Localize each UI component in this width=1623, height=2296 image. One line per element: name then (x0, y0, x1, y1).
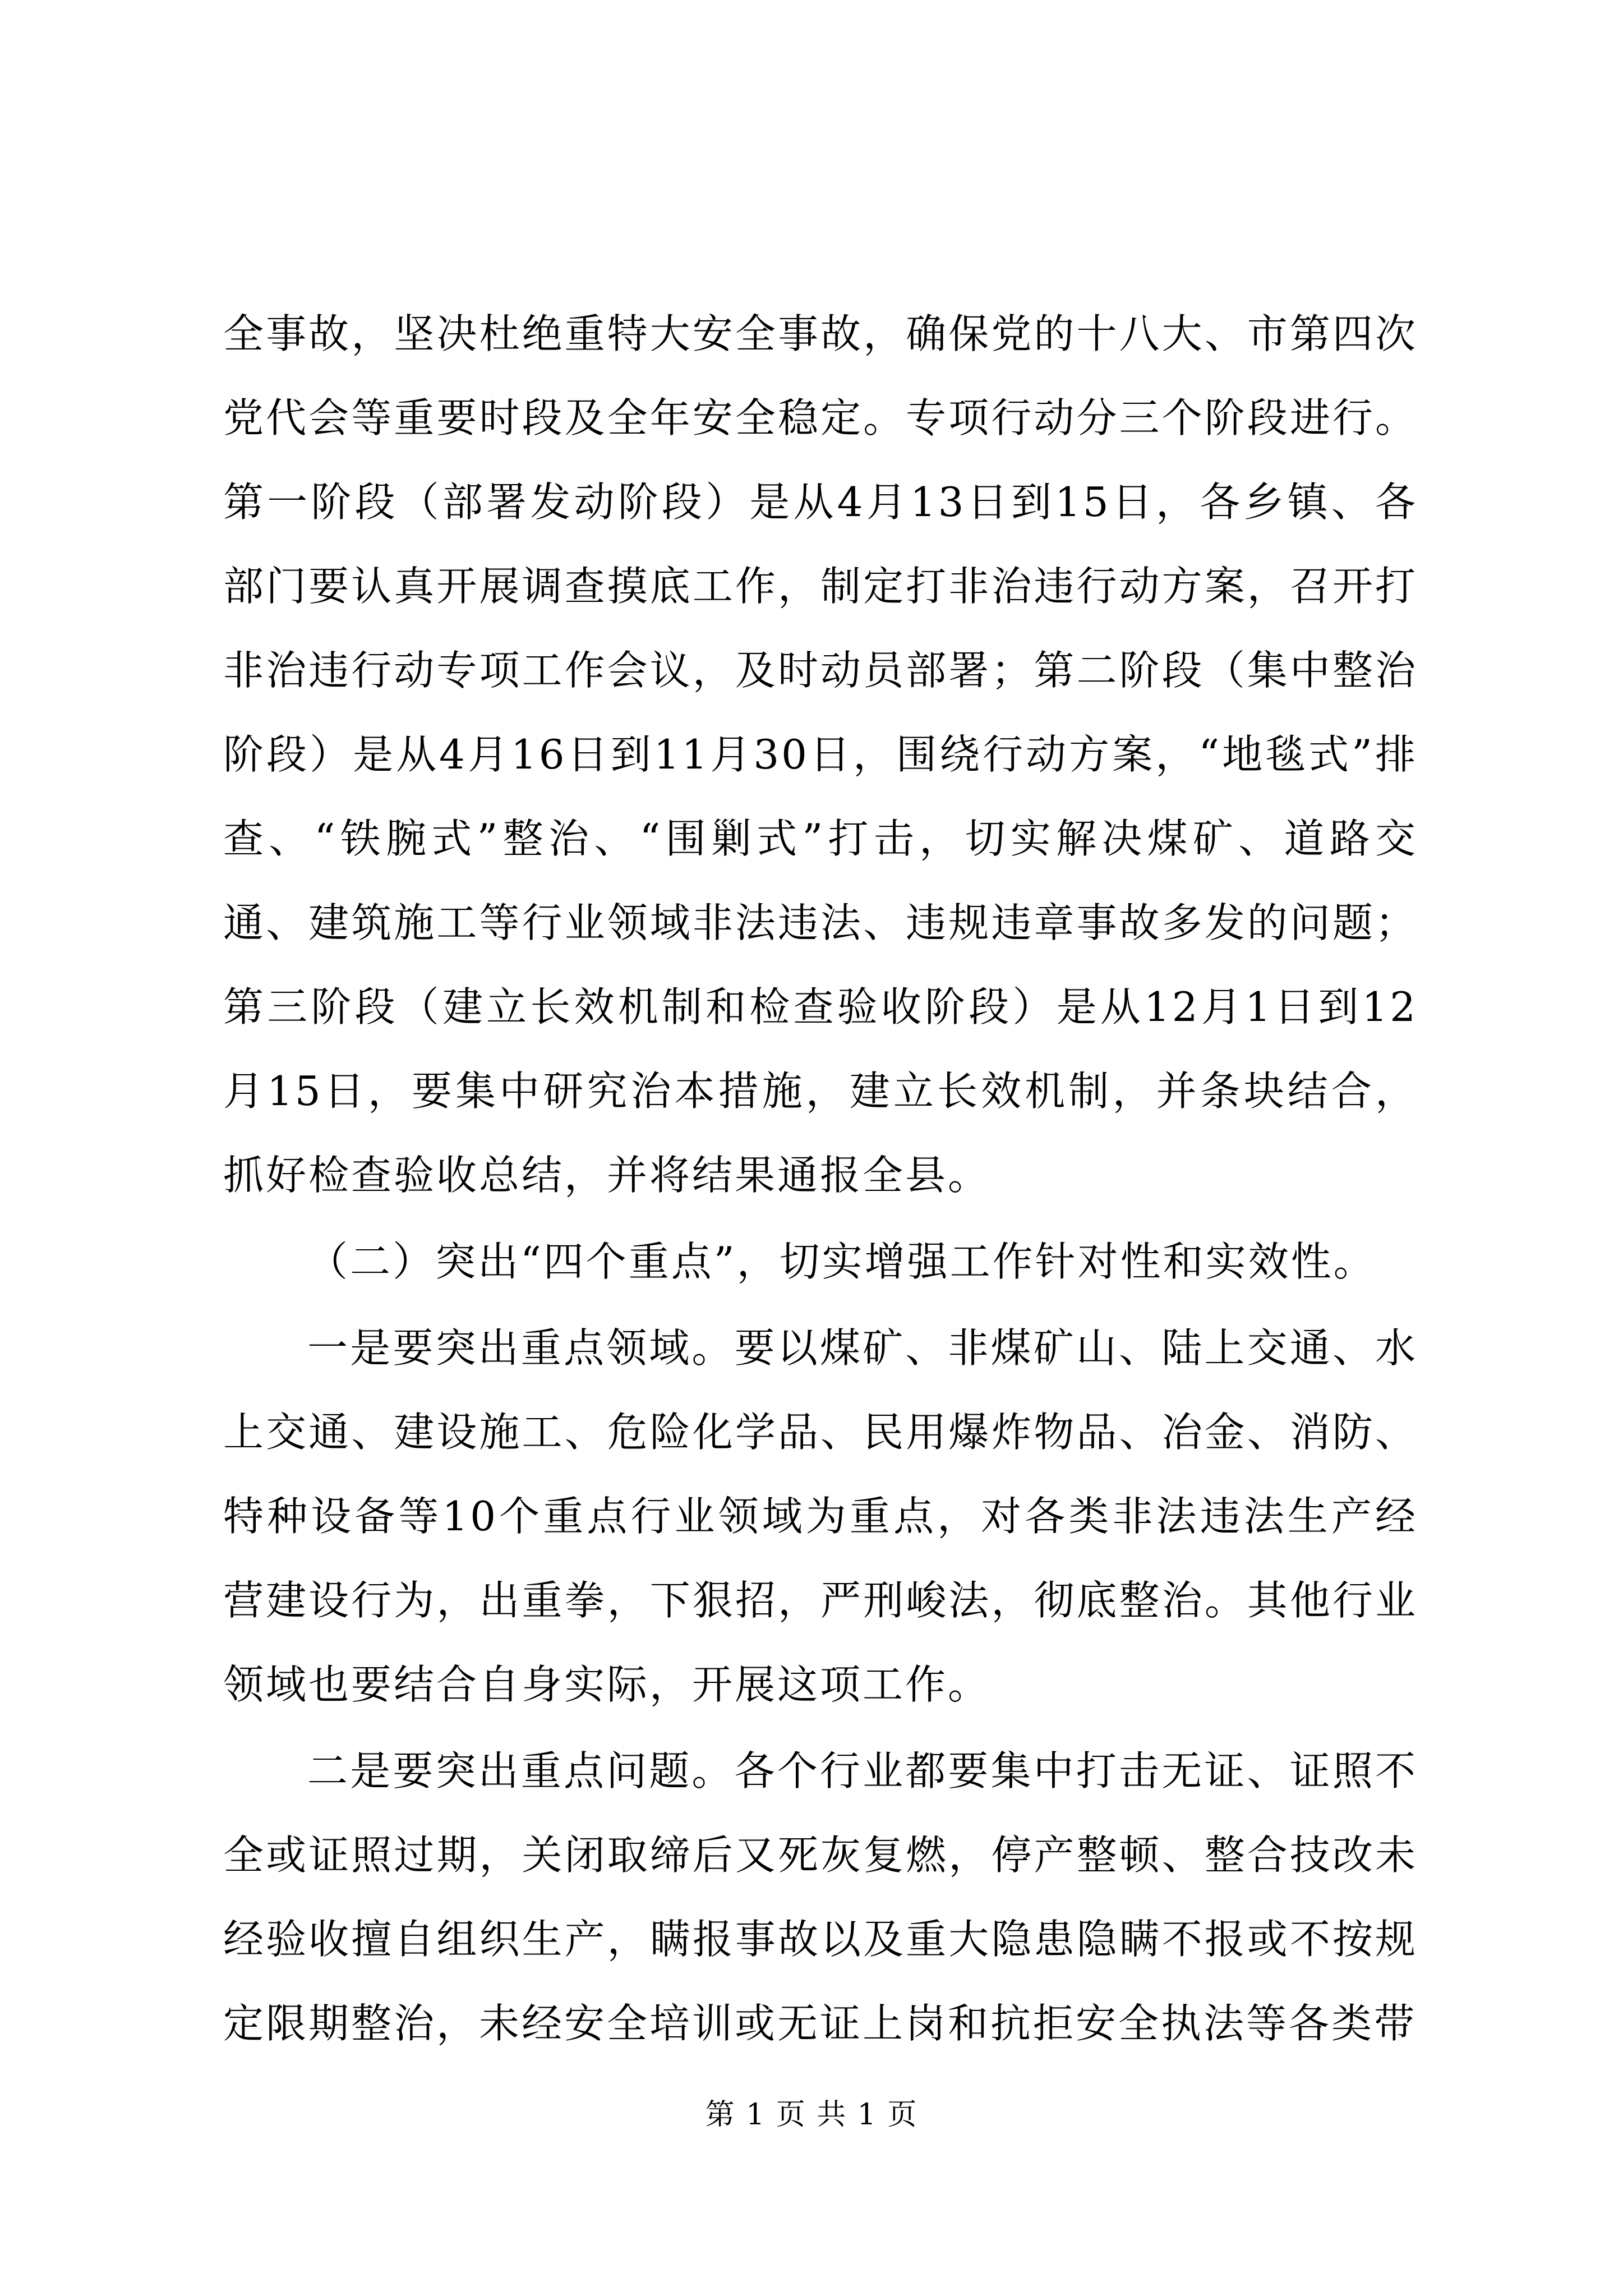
paragraph-1: 全事故，坚决杜绝重特大安全事故，确保党的十八大、市第四次党代会等重要时段及全年安全稳定。专项行动分三个阶段进行。第一阶段（部署发动阶段）是从4月13日到15日，各乡镇、各部门要认真开展调查摸底工作，制定打非治违行动方案，召开打非治违行动专项工作会议，及时动员部署；第二阶段（集中整治阶段）是从4月16日到11月30日，围绕行动方案，“地毯式”排查、“铁腕式”整治、“围剿式”打击，切实解决煤矿、道路交通、建筑施工等行业领域非法违法、违规违章事故多发的问题；第三阶段（建立长效机制和检查验收阶段）是从12月1日到12月15日，要集中研究治本措施，建立长效机制，并条块结合，抓好检查验收总结，并将结果通报全县。 (223, 310, 1418, 1199)
paragraph-2-heading: （二）突出“四个重点”，切实增强工作针对性和实效性。 (307, 1238, 1376, 1285)
document-body (223, 292, 1418, 2065)
paragraph-4: 二是要突出重点问题。各个行业都要集中打击无证、证照不全或证照过期，关闭取缔后又死灰复燃，停产整顿、整合技改未经验收擅自组织生产，瞒报事故以及重大隐患隐瞒不报或不按规定限期整治，未经安全培训或无证上岗和抗拒安全执法等各类带 (223, 1747, 1418, 2047)
page-number-footer: 第 1 页 共 1 页 (705, 2098, 918, 2132)
paragraph-3: 一是要突出重点领域。要以煤矿、非煤矿山、陆上交通、水上交通、建设施工、危险化学品、民用爆炸物品、冶金、消防、特种设备等10个重点行业领域为重点，对各类非法违法生产经营建设行为，出重拳，下狠招，严刑峻法，彻底整治。其他行业领域也要结合自身实际，开展这项工作。 (223, 1324, 1418, 1708)
